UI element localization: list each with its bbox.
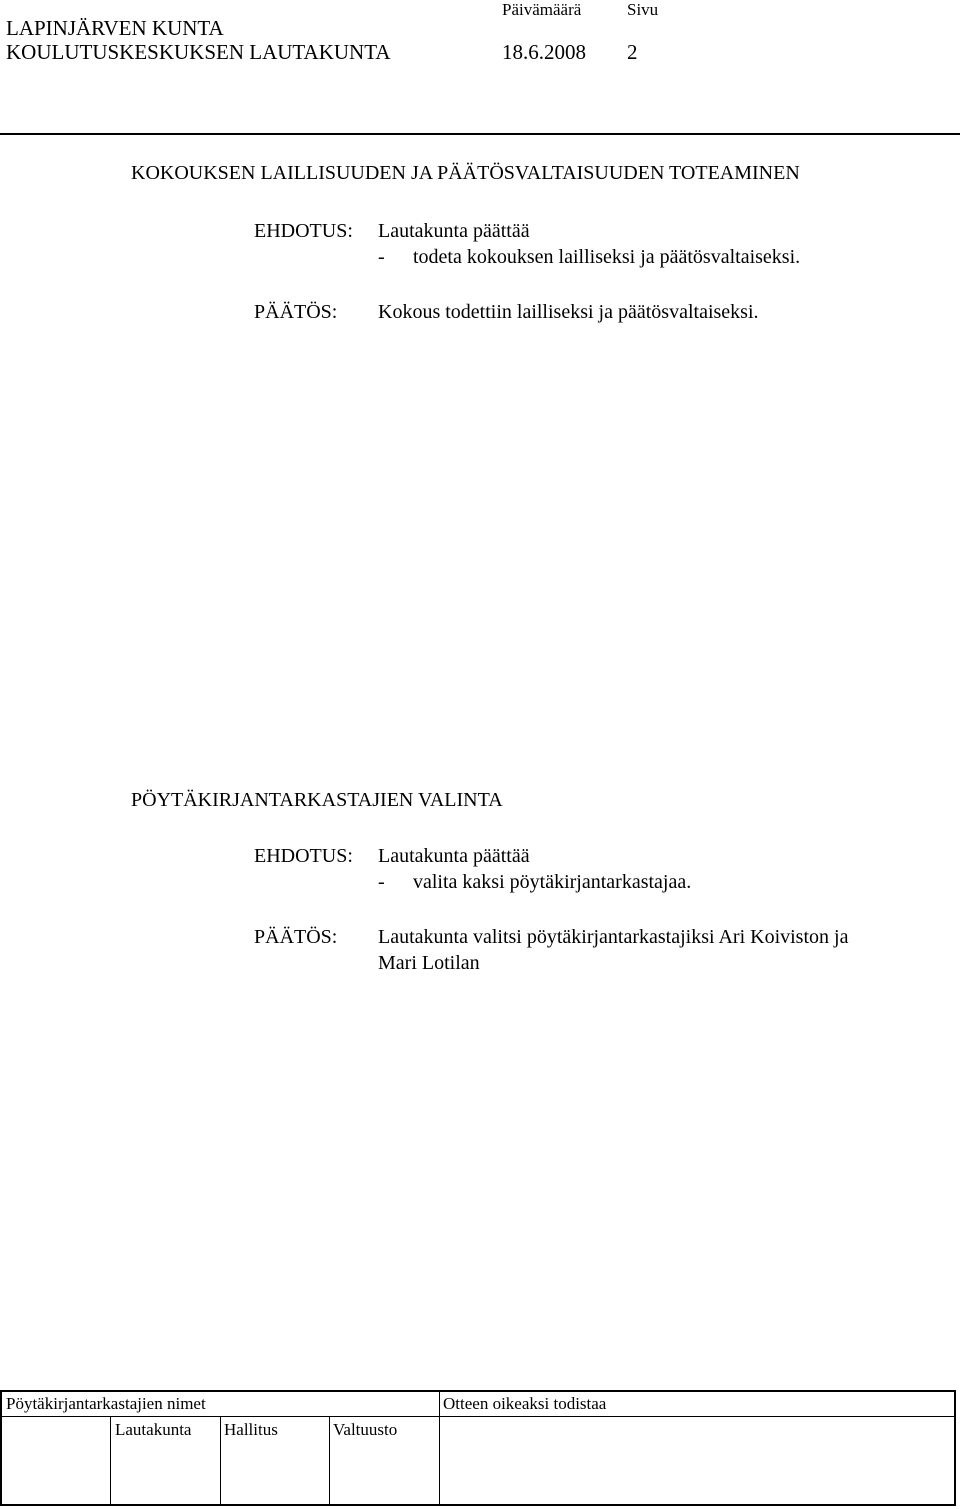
table-divider — [2, 1416, 954, 1417]
proposal-item: valita kaksi pöytäkirjantarkastajaa. — [413, 871, 692, 893]
signature-table — [0, 1390, 956, 1506]
header-divider — [0, 133, 960, 135]
table-divider — [329, 1416, 330, 1504]
decision-text: Kokous todettiin lailliseksi ja päätösvaltaiseksi. — [378, 301, 759, 323]
page-number: 2 — [627, 40, 638, 64]
decision-text-line-2: Mari Lotilan — [378, 952, 480, 974]
section-title: KOKOUKSEN LAILLISUUDEN JA PÄÄTÖSVALTAISUUDEN TOTEAMINEN — [131, 162, 800, 184]
organization-name: LAPINJÄRVEN KUNTA — [6, 16, 224, 40]
certify-label: Otteen oikeaksi todistaa — [443, 1394, 607, 1413]
table-divider — [110, 1416, 111, 1504]
reviewers-label: Pöytäkirjantarkastajien nimet — [6, 1394, 206, 1413]
proposal-label: EHDOTUS: — [254, 845, 353, 867]
decision-text-line-1: Lautakunta valitsi pöytäkirjantarkastajiksi Ari Koiviston ja — [378, 926, 849, 948]
proposal-label: EHDOTUS: — [254, 220, 353, 242]
proposal-item: todeta kokouksen lailliseksi ja päätösvaltaiseksi. — [413, 246, 801, 268]
table-divider — [439, 1392, 440, 1504]
proposal-text: Lautakunta päättää — [378, 845, 530, 867]
committee-name: KOULUTUSKESKUKSEN LAUTAKUNTA — [6, 40, 391, 64]
section-title: PÖYTÄKIRJANTARKASTAJIEN VALINTA — [131, 789, 503, 811]
page-label: Sivu — [627, 0, 659, 19]
column-valtuusto: Valtuusto — [333, 1420, 398, 1439]
proposal-dash: - — [378, 246, 385, 268]
decision-label: PÄÄTÖS: — [254, 926, 338, 948]
proposal-text: Lautakunta päättää — [378, 220, 530, 242]
column-hallitus: Hallitus — [224, 1420, 278, 1439]
table-divider — [220, 1416, 221, 1504]
date-value: 18.6.2008 — [502, 40, 586, 64]
date-label: Päivämäärä — [502, 0, 582, 19]
column-lautakunta: Lautakunta — [115, 1420, 192, 1439]
decision-label: PÄÄTÖS: — [254, 301, 338, 323]
proposal-dash: - — [378, 871, 385, 893]
